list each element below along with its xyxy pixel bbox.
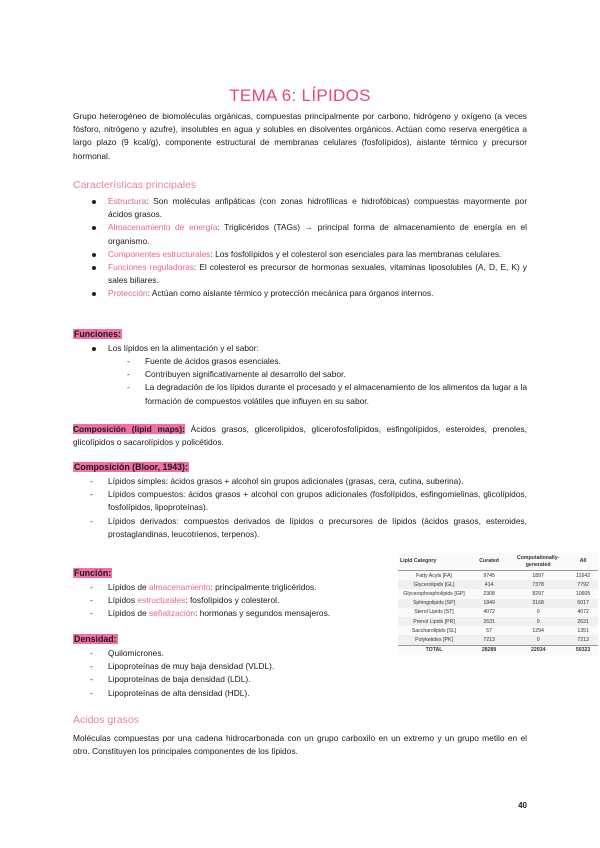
list-item: - Lípidos simples: ácidos grasos + alcohol sin grupos adicionales (grasas, cera, cutina, suberina). bbox=[90, 476, 464, 486]
table-row: Polyketides [PK] 7213 0 7213 bbox=[398, 635, 598, 645]
table-row: Glycerolipids [GL] 414 7378 7792 bbox=[398, 580, 598, 589]
list-item: - Lípidos de señalización: hormonas y segundos mensajeros. bbox=[90, 608, 331, 619]
funciones-heading: Funciones: bbox=[74, 329, 121, 339]
composicion-bloor-list bbox=[90, 475, 527, 541]
table-row: Sphingolipids [SP] 1849 3168 5017 bbox=[398, 599, 598, 608]
table-row: Prenol Lipids [PR] 2631 0 2631 bbox=[398, 617, 598, 626]
list-item: - Lipoproteínas de alta densidad (HDL). bbox=[90, 687, 250, 698]
list-item: Estructura: Son moléculas anfipáticas (con zonas hidrofílicas e hidrofóbicas) compuestas mayormente por ácidos grasos. bbox=[108, 195, 527, 221]
table-row: Sterol Lipids [ST] 4072 0 4072 bbox=[414, 609, 589, 616]
bullet-icon bbox=[92, 226, 96, 230]
list-item: - Lípidos estructurales: fosfolípidos y colesterol. bbox=[90, 595, 280, 606]
list-item: Protección: Actúan como aislante térmico y protección mecánica para órganos internos. bbox=[108, 287, 527, 300]
funciones-sublist bbox=[127, 355, 527, 408]
table-row: Glycerophospholipids [GP] 2308 8297 10605 bbox=[403, 590, 591, 597]
caracteristicas-heading: Características principales bbox=[73, 179, 197, 191]
bullet-icon bbox=[92, 200, 96, 204]
bullet-icon bbox=[92, 253, 96, 257]
list-item: - La degradación de los lípidos durante el procesado y el almacenamiento de los alimentos da lugar a la formación de compuestos volátiles que influyen en su sabor. bbox=[127, 382, 527, 406]
page-number: 40 bbox=[518, 801, 527, 810]
list-item: - Lipoproteínas de baja densidad (LDL). bbox=[90, 674, 251, 685]
table-total-row: TOTAL 28289 22034 50323 bbox=[398, 645, 598, 655]
list-item: - Lípidos de almacenamiento: principalmente triglicéridos. bbox=[90, 582, 317, 592]
funciones-list bbox=[108, 342, 527, 355]
table-header-row: Lipid Category Curated Computationally-generated All bbox=[398, 553, 598, 571]
table-row: Saccharolipids [SL] 57 1294 1351 bbox=[411, 627, 589, 634]
funcion-heading: Función: bbox=[74, 568, 112, 578]
list-item: - Contribuyen significativamente al desarrollo del sabor. bbox=[127, 369, 346, 380]
bullet-icon bbox=[92, 347, 96, 351]
intro-paragraph: Grupo heterogéneo de biomoléculas orgánicas, compuestas principalmente por carbono, hidrógeno y oxígeno (a veces fósforo, nitrógeno y azufre), insolubles en agua y solubles en disolventes orgánicos. Actúan como reserva energética a largo plazo (9 kcal/g), componente estructural de membranas celulares (fosfolípidos), aislante térmico y precursor hormonal. bbox=[73, 111, 527, 161]
page-title: TEMA 6: LÍPIDOS bbox=[229, 86, 371, 105]
bullet-icon bbox=[92, 292, 96, 296]
funcion-list bbox=[90, 581, 393, 621]
composicion-bloor-heading: Composición (Bloor, 1943): bbox=[74, 462, 188, 472]
list-item: - Fuente de ácidos grasos esenciales. bbox=[127, 356, 281, 366]
list-item: Almacenamiento de energía: Triglicéridos (TAGs) → principal forma de almacenamiento de energía en el organismo. bbox=[108, 221, 527, 247]
composicion-lipidmaps: Composición (lipid maps): Ácidos grasos, glicerolípidos, glicerofosfolípidos, esfingolípidos, esteroides, prenoles, glicolípidos o sacarolípidos y policétidos. bbox=[73, 424, 528, 448]
acidos-grasos-paragraph: Moléculas compuestas por una cadena hidrocarbonada con un grupo carboxilo en un extremo y un grupo metilo en el otro. Constituyen los principales componentes de los lípidos. bbox=[73, 733, 527, 757]
list-item: - Lípidos compuestos: ácidos grasos + alcohol con grupos adicionales (fosfolípidos, esfingomielinas, glicolípidos, fosfolípidos, lipoproteínas). bbox=[90, 489, 527, 513]
list-item: - Lípidos derivados: compuestos derivados de lípidos o precursores de lípidos (ácidos grasos, esteroides, prostaglandinas, leucotrienos, terpenos). bbox=[90, 515, 527, 539]
densidad-heading: Densidad: bbox=[74, 634, 117, 644]
caracteristicas-list bbox=[108, 195, 527, 301]
list-item: Los lípidos en la alimentación y el sabor: bbox=[108, 342, 527, 355]
table-row: Fatty Acyls [FA] 9745 1897 11642 bbox=[416, 572, 591, 579]
list-item: - Lipoproteínas de muy baja densidad (VLDL). bbox=[90, 661, 275, 672]
list-item: Funciones reguladoras: El colesterol es precursor de hormonas sexuales, vitaminas liposolubles (A, D, E, K) y sales biliares. bbox=[108, 261, 527, 287]
list-item: - Quilomicrones. bbox=[90, 648, 164, 658]
densidad-list bbox=[90, 647, 393, 700]
lipid-category-table bbox=[398, 553, 598, 655]
list-item: Componentes estructurales: Los fosfolípidos y el colesterol son esenciales para las membranas celulares. bbox=[108, 248, 527, 261]
bullet-icon bbox=[92, 266, 96, 270]
acidos-grasos-heading: Ácidos grasos bbox=[73, 714, 139, 726]
